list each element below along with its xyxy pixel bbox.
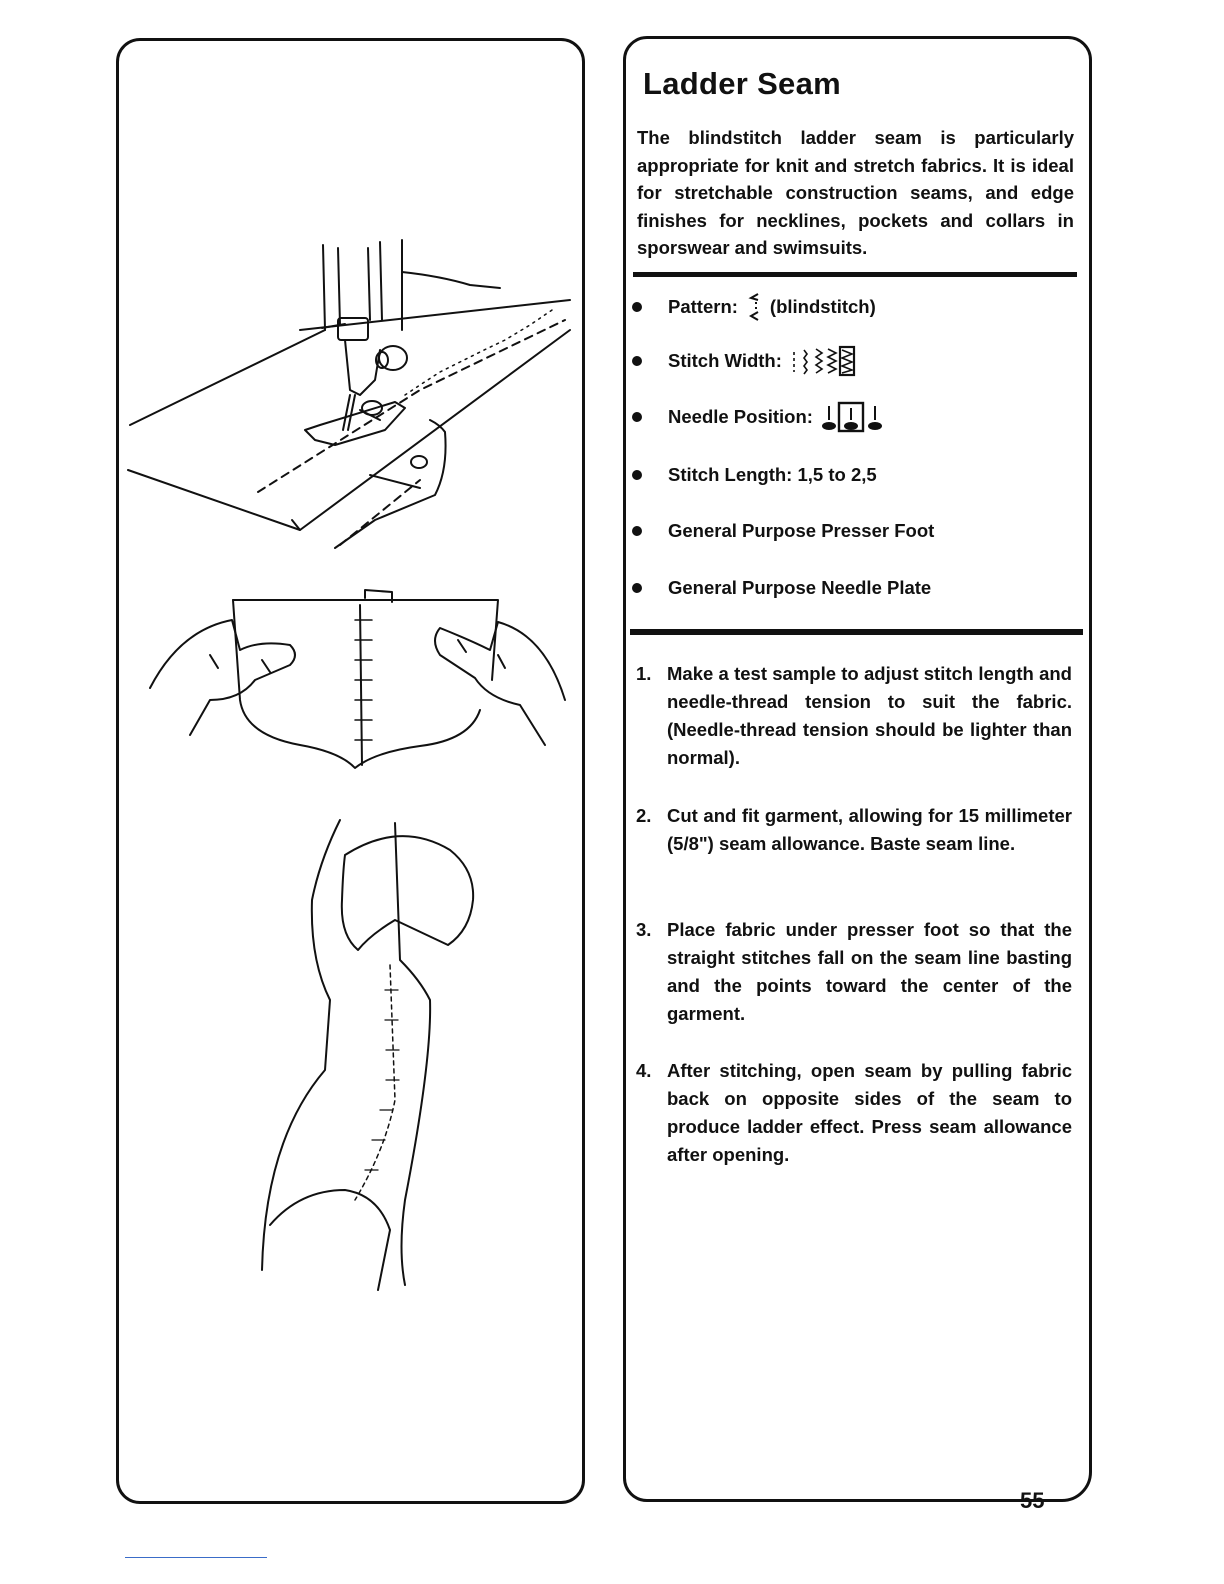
page-number: 55: [1020, 1488, 1045, 1513]
step-text: Place fabric under presser foot so that the straight stitches fall on the seam line basting and the points toward the center of the garment.: [667, 919, 1072, 1024]
spec-label: General Purpose Needle Plate: [668, 577, 932, 598]
spec-needle-position: [632, 402, 893, 432]
divider: [630, 629, 1083, 635]
step-text: Cut and fit garment, allowing for 15 millimeter (5/8") seam allowance. Baste seam line.: [667, 805, 1072, 854]
hands-opening-seam-illustration: [150, 590, 565, 768]
spec-stitch-length: [632, 460, 885, 490]
step-number: 3.: [636, 919, 652, 940]
step-number: 2.: [636, 805, 652, 826]
swimsuit-illustration: [262, 820, 473, 1290]
spec-value: (blindstitch): [769, 296, 876, 317]
spec-label: General Purpose Presser Foot: [668, 520, 935, 541]
bullet-icon: [632, 583, 642, 593]
spec-presser-foot: [632, 516, 942, 546]
spec-label: Stitch Length: 1,5 to 2,5: [668, 464, 877, 485]
divider: [633, 272, 1077, 277]
spec-label: Pattern:: [668, 296, 738, 317]
bullet-icon: [632, 356, 642, 366]
step-number: 4.: [636, 1060, 652, 1081]
spec-needle-plate: [632, 573, 939, 603]
spec-stitch-width: [632, 346, 866, 376]
sewing-machine-illustration: [128, 240, 570, 548]
step-number: 1.: [636, 663, 652, 684]
bullet-icon: [632, 412, 642, 422]
step-text: Make a test sample to adjust stitch length and needle-thread tension to suit the fabric. (Needle-thread tension should be lighter than normal).: [667, 663, 1072, 768]
needle-position-icon: [821, 400, 885, 434]
spec-label: Needle Position:: [668, 406, 813, 427]
bullet-icon: [632, 526, 642, 536]
link-underline: [125, 1557, 267, 1558]
bullet-icon: [632, 302, 642, 312]
page-title: Ladder Seam: [643, 66, 841, 101]
bullet-icon: [632, 470, 642, 480]
spec-label: Stitch Width:: [668, 350, 782, 371]
blindstitch-pattern-icon: [746, 292, 762, 322]
spec-pattern: [632, 292, 876, 322]
stitch-width-icon: [790, 344, 858, 378]
intro-paragraph: The blindstitch ladder seam is particularly appropriate for knit and stretch fabrics. It is ideal for stretchable construction seams, and edge finishes for necklines, pockets and collars in sporswear and swimsuits.: [637, 127, 1074, 258]
step-text: After stitching, open seam by pulling fabric back on opposite sides of the seam to produce ladder effect. Press seam allowance after opening.: [667, 1060, 1072, 1165]
